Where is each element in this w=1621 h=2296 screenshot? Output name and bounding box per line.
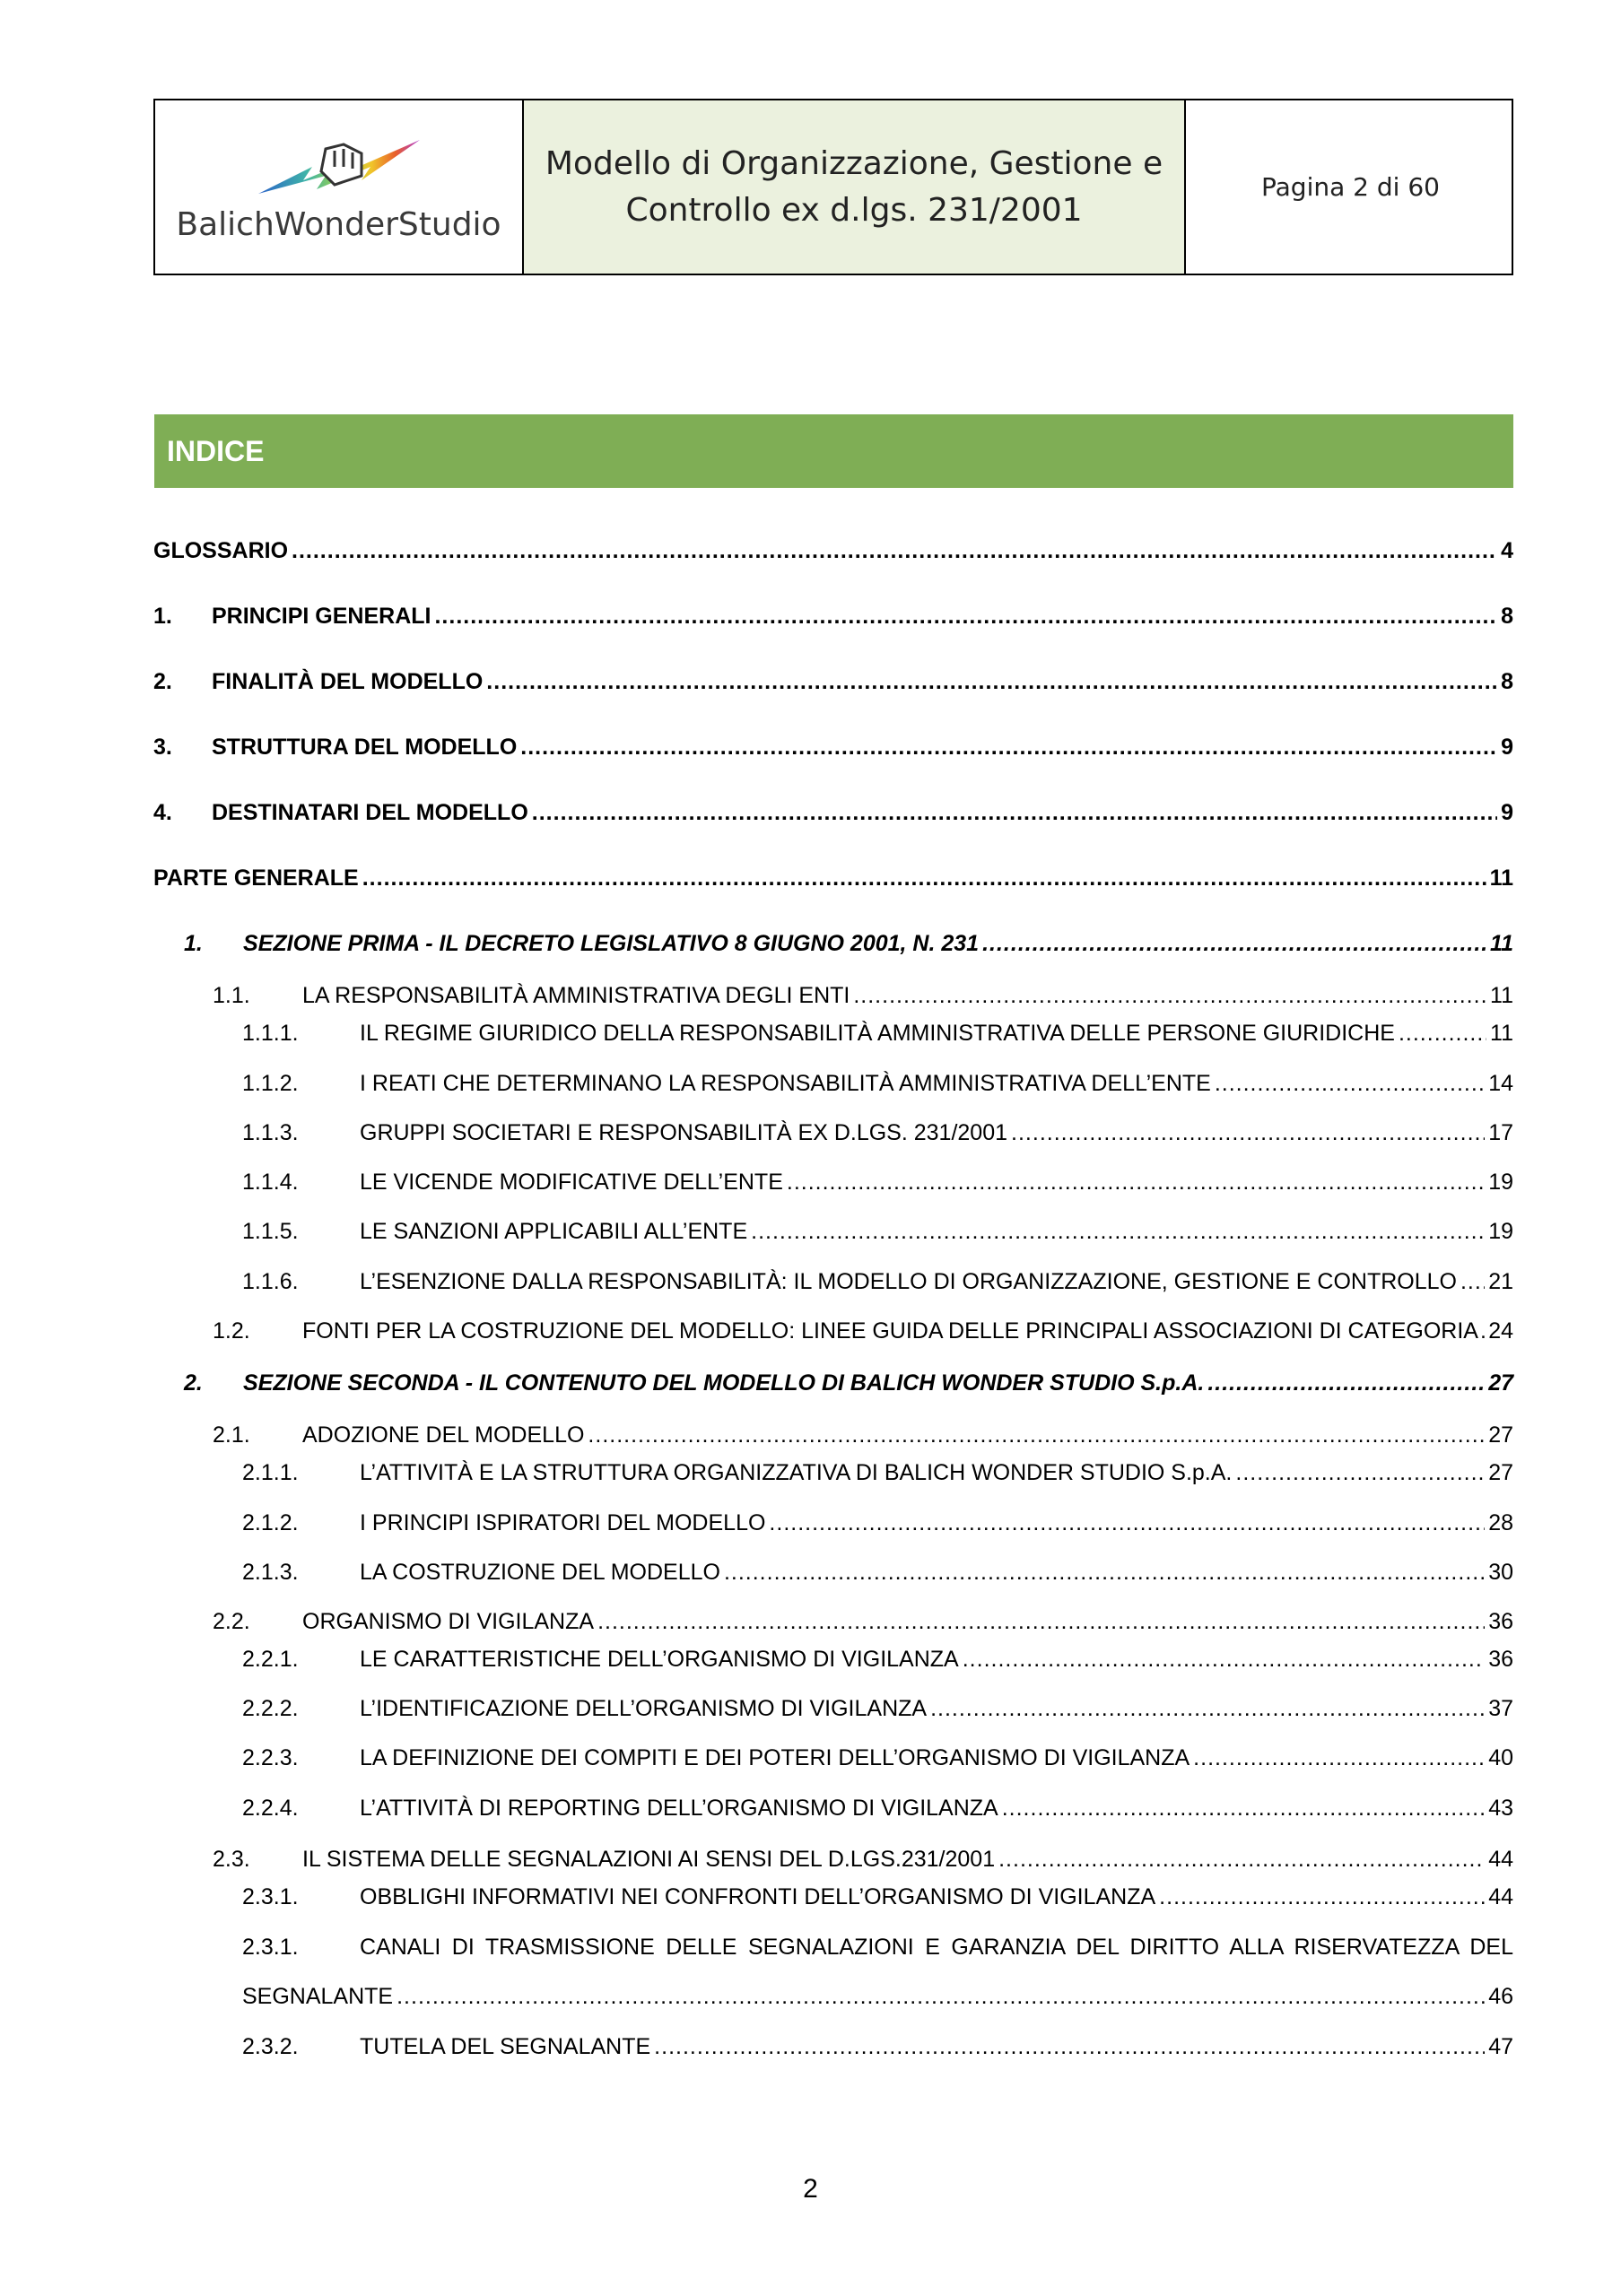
toc-entry-number: 1.1. bbox=[213, 983, 250, 1008]
toc-entry-page: 24 bbox=[1488, 1318, 1513, 1344]
toc-entry[interactable] bbox=[153, 733, 1513, 761]
toc-entry[interactable] bbox=[242, 1558, 1513, 1587]
toc-entry-page: 27 bbox=[1488, 1370, 1513, 1396]
page-indicator bbox=[1186, 100, 1515, 274]
toc-entry-label: SEZIONE PRIMA - IL DECRETO LEGISLATIVO 8 GIUGNO 2001, N. 231 bbox=[243, 931, 980, 956]
toc-entry-page: 9 bbox=[1501, 735, 1513, 760]
toc-entry[interactable] bbox=[153, 667, 1513, 696]
toc-entry[interactable] bbox=[242, 1217, 1513, 1246]
toc-entry[interactable] bbox=[213, 1607, 1513, 1636]
toc-entry-page: 27 bbox=[1488, 1422, 1513, 1448]
indice-heading bbox=[154, 414, 1513, 488]
toc-entry-number: 2.2.1. bbox=[242, 1647, 299, 1672]
toc-entry[interactable] bbox=[242, 1458, 1513, 1487]
toc-entry-label: IL SISTEMA DELLE SEGNALAZIONI AI SENSI DEL D.LGS.231/2001 bbox=[302, 1847, 996, 1872]
toc-entry[interactable] bbox=[213, 981, 1513, 1010]
toc-entry-page: 11 bbox=[1490, 931, 1513, 956]
toc-entry-label: SEZIONE SECONDA - IL CONTENUTO DEL MODELLO DI BALICH WONDER STUDIO S.p.A. bbox=[243, 1370, 1205, 1396]
toc-entry-label: L’ATTIVITÀ DI REPORTING DELL’ORGANISMO DI VIGILANZA bbox=[360, 1796, 998, 1821]
toc-entry-page: 47 bbox=[1488, 2034, 1513, 2059]
toc-entry-page: 11 bbox=[1490, 1021, 1513, 1046]
toc-entry-page: 11 bbox=[1490, 983, 1513, 1008]
toc-entry-label: PARTE GENERALE bbox=[153, 865, 359, 891]
toc-entry[interactable] bbox=[242, 1794, 1513, 1822]
toc-entry-number: 1. bbox=[184, 931, 203, 956]
toc-entry-label: LA RESPONSABILITÀ AMMINISTRATIVA DEGLI ENTI bbox=[302, 983, 850, 1008]
toc-entry-label: GRUPPI SOCIETARI E RESPONSABILITÀ EX D.LGS. 231/2001 bbox=[360, 1120, 1008, 1145]
toc-entry-number: 1.1.1. bbox=[242, 1021, 299, 1046]
toc-entry-number: 2.2.4. bbox=[242, 1796, 299, 1821]
toc-entry-number: 2. bbox=[184, 1370, 203, 1396]
toc-entry-label: FONTI PER LA COSTRUZIONE DEL MODELLO: LINEE GUIDA DELLE PRINCIPALI ASSOCIAZIONI DI CATEGORIA bbox=[302, 1318, 1478, 1344]
toc-entry[interactable] bbox=[184, 929, 1513, 958]
toc-entry-number: 2.2. bbox=[213, 1609, 250, 1634]
toc-entry-page: 44 bbox=[1488, 1884, 1513, 1909]
toc-entry[interactable] bbox=[184, 1369, 1513, 1397]
toc-entry-page: 8 bbox=[1501, 669, 1513, 694]
toc-entry-page: 36 bbox=[1488, 1609, 1513, 1634]
toc-entry-label: L’IDENTIFICAZIONE DELL’ORGANISMO DI VIGILANZA bbox=[360, 1696, 928, 1721]
toc-entry[interactable] bbox=[242, 1019, 1513, 1048]
toc-entry-label: PRINCIPI GENERALI bbox=[212, 604, 431, 629]
toc-entry[interactable] bbox=[242, 1168, 1513, 1196]
toc-entry-number: 2.3.2. bbox=[242, 2034, 299, 2059]
toc-entry-label: TUTELA DEL SEGNALANTE bbox=[360, 2034, 651, 2059]
page-number: 2 bbox=[803, 2174, 818, 2204]
toc-entry-label: FINALITÀ DEL MODELLO bbox=[212, 669, 484, 694]
toc-entry-number: 2.1. bbox=[213, 1422, 250, 1448]
toc-entry[interactable] bbox=[242, 2032, 1513, 2061]
toc-entry-number: 1.1.5. bbox=[242, 1219, 299, 1244]
page-indicator-text: Pagina 2 di 60 bbox=[1261, 172, 1440, 202]
toc-entry-label: I PRINCIPI ISPIRATORI DEL MODELLO bbox=[360, 1510, 766, 1535]
toc-entry[interactable] bbox=[153, 536, 1513, 565]
toc-entry-label: L’ATTIVITÀ E LA STRUTTURA ORGANIZZATIVA DI BALICH WONDER STUDIO S.p.A. bbox=[360, 1460, 1233, 1485]
toc-entry-label: IL REGIME GIURIDICO DELLA RESPONSABILITÀ AMMINISTRATIVA DELLE PERSONE GIURIDICHE bbox=[360, 1021, 1395, 1046]
toc-entry-number: 3. bbox=[153, 735, 172, 760]
toc-entry[interactable] bbox=[242, 1744, 1513, 1772]
toc-entry-page: 9 bbox=[1501, 800, 1513, 825]
toc-entry-label: OBBLIGHI INFORMATIVI NEI CONFRONTI DELL’ORGANISMO DI VIGILANZA bbox=[360, 1884, 1156, 1909]
toc-entry-page: 43 bbox=[1488, 1796, 1513, 1821]
toc-entry-page: 8 bbox=[1501, 604, 1513, 629]
toc-entry-number: 4. bbox=[153, 800, 172, 825]
toc-entry-label: LE VICENDE MODIFICATIVE DELL’ENTE bbox=[360, 1170, 783, 1195]
toc-entry[interactable] bbox=[242, 1694, 1513, 1723]
toc-entry-page: 14 bbox=[1488, 1071, 1513, 1096]
header-table bbox=[153, 99, 1513, 275]
toc-entry-label: STRUTTURA DEL MODELLO bbox=[212, 735, 518, 760]
toc-entry-continuation[interactable] bbox=[242, 1982, 1513, 2011]
toc-entry-label: LA DEFINIZIONE DEI COMPITI E DEI POTERI DELL’ORGANISMO DI VIGILANZA bbox=[360, 1745, 1190, 1770]
toc-entry-number: 2.1.1. bbox=[242, 1460, 299, 1485]
toc-entry-page: 30 bbox=[1488, 1560, 1513, 1585]
toc-entry-number: 2.1.3. bbox=[242, 1560, 299, 1585]
document-title bbox=[524, 100, 1186, 274]
toc-entry-page: 44 bbox=[1488, 1847, 1513, 1872]
logo-text: BalichWonderStudio bbox=[176, 206, 501, 243]
toc-entry-number: 1.1.2. bbox=[242, 1071, 299, 1096]
logo bbox=[155, 100, 524, 274]
toc-entry-page: 21 bbox=[1488, 1269, 1513, 1294]
toc-entry-label: DESTINATARI DEL MODELLO bbox=[212, 800, 528, 825]
title-line-2: Controllo ex d.lgs. 231/2001 bbox=[625, 191, 1083, 229]
toc-entry-page: 36 bbox=[1488, 1647, 1513, 1672]
title-line-1: Modello di Organizzazione, Gestione e bbox=[545, 144, 1163, 182]
toc-entry[interactable] bbox=[213, 1421, 1513, 1449]
toc-entry-label: LE SANZIONI APPLICABILI ALL’ENTE bbox=[360, 1219, 748, 1244]
toc-entry[interactable] bbox=[242, 1267, 1513, 1296]
toc-entry[interactable] bbox=[213, 1845, 1513, 1874]
toc-entry[interactable] bbox=[242, 1645, 1513, 1674]
toc-entry-number: 1.1.4. bbox=[242, 1170, 299, 1195]
toc-entry-page: 27 bbox=[1488, 1460, 1513, 1485]
indice-title: INDICE bbox=[167, 434, 265, 467]
toc-entry-page: 37 bbox=[1488, 1696, 1513, 1721]
toc-entry-page: 19 bbox=[1488, 1170, 1513, 1195]
toc-entry[interactable] bbox=[242, 1933, 1513, 1961]
toc-entry-page: 28 bbox=[1488, 1510, 1513, 1535]
toc-entry[interactable] bbox=[213, 1317, 1513, 1345]
toc-entry-label: CANALI DI TRASMISSIONE DELLE SEGNALAZIONI E GARANZIA DEL DIRITTO ALLA RISERVATEZZA DEL bbox=[360, 1935, 1513, 1960]
toc-entry-page: 40 bbox=[1488, 1745, 1513, 1770]
toc-entry[interactable] bbox=[242, 1509, 1513, 1537]
toc-entry-page: 11 bbox=[1489, 865, 1513, 891]
toc-entry[interactable] bbox=[242, 1069, 1513, 1098]
toc-entry-number: 2. bbox=[153, 669, 172, 694]
toc-entry-label: ADOZIONE DEL MODELLO bbox=[302, 1422, 585, 1448]
toc-entry-number: 1.2. bbox=[213, 1318, 250, 1344]
toc-entry-number: 2.3. bbox=[213, 1847, 250, 1872]
toc-entry-number: 2.2.2. bbox=[242, 1696, 299, 1721]
toc-entry[interactable] bbox=[242, 1883, 1513, 1911]
toc-entry[interactable] bbox=[153, 602, 1513, 631]
toc-entry-number: 2.3.1. bbox=[242, 1935, 299, 1960]
toc-entry-page: 46 bbox=[1488, 1984, 1513, 2009]
toc-entry-number: 1. bbox=[153, 604, 172, 629]
toc-entry[interactable] bbox=[153, 864, 1513, 892]
toc-entry-page: 4 bbox=[1501, 538, 1513, 563]
toc-entry[interactable] bbox=[153, 798, 1513, 827]
toc-entry-label: ORGANISMO DI VIGILANZA bbox=[302, 1609, 595, 1634]
lightning-hand-logo-icon bbox=[249, 131, 429, 203]
toc-entry-label: I REATI CHE DETERMINANO LA RESPONSABILITÀ AMMINISTRATIVA DELL’ENTE bbox=[360, 1071, 1211, 1096]
toc-entry-number: 2.3.1. bbox=[242, 1884, 299, 1909]
toc-entry-number: 2.2.3. bbox=[242, 1745, 299, 1770]
toc-entry-number: 2.1.2. bbox=[242, 1510, 299, 1535]
toc-entry-label: GLOSSARIO bbox=[153, 538, 289, 563]
toc-entry-number: 1.1.6. bbox=[242, 1269, 299, 1294]
toc-entry-label: SEGNALANTE bbox=[242, 1984, 394, 2009]
toc-entry-label: L’ESENZIONE DALLA RESPONSABILITÀ: IL MODELLO DI ORGANIZZAZIONE, GESTIONE E CONTROLLO bbox=[360, 1269, 1457, 1294]
toc-entry-page: 17 bbox=[1488, 1120, 1513, 1145]
toc-entry-page: 19 bbox=[1488, 1219, 1513, 1244]
toc-entry-label: LA COSTRUZIONE DEL MODELLO bbox=[360, 1560, 720, 1585]
toc-entry-number: 1.1.3. bbox=[242, 1120, 299, 1145]
toc-entry[interactable] bbox=[242, 1118, 1513, 1147]
toc-entry-label: LE CARATTERISTICHE DELL’ORGANISMO DI VIGILANZA bbox=[360, 1647, 959, 1672]
